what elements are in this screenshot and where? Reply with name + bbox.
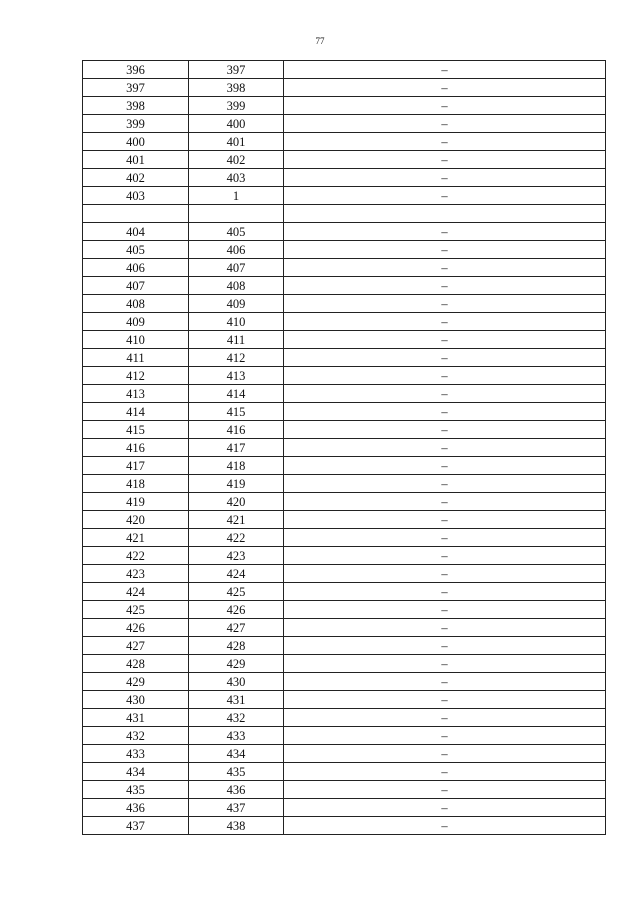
cell-value: –	[284, 547, 606, 565]
cell-to: 430	[189, 673, 284, 691]
cell-to: 401	[189, 133, 284, 151]
cell-from: 418	[83, 475, 189, 493]
cell-to: 431	[189, 691, 284, 709]
cell-to: 417	[189, 439, 284, 457]
cell-from: 415	[83, 421, 189, 439]
cell-from: 417	[83, 457, 189, 475]
cell-to: 415	[189, 403, 284, 421]
cell-value: –	[284, 583, 606, 601]
cell-to: 425	[189, 583, 284, 601]
cell-value: –	[284, 313, 606, 331]
table-row	[83, 367, 606, 385]
table-row	[83, 727, 606, 745]
cell-value: –	[284, 115, 606, 133]
table-row	[83, 241, 606, 259]
table-row	[83, 475, 606, 493]
cell-to: 407	[189, 259, 284, 277]
cell-value: –	[284, 745, 606, 763]
cell-value: –	[284, 511, 606, 529]
cell-value: –	[284, 241, 606, 259]
table-row	[83, 493, 606, 511]
cell-to: 432	[189, 709, 284, 727]
cell-value: –	[284, 439, 606, 457]
cell-from: 413	[83, 385, 189, 403]
cell-from: 398	[83, 97, 189, 115]
table-row	[83, 97, 606, 115]
table-row	[83, 439, 606, 457]
table-row	[83, 691, 606, 709]
cell-value: –	[284, 79, 606, 97]
cell-value: –	[284, 781, 606, 799]
cell-from: 435	[83, 781, 189, 799]
cell-from: 406	[83, 259, 189, 277]
cell-to: 400	[189, 115, 284, 133]
cell-from: 425	[83, 601, 189, 619]
cell-value: –	[284, 295, 606, 313]
data-table	[82, 60, 606, 835]
cell-from: 434	[83, 763, 189, 781]
table-row	[83, 205, 606, 223]
cell-to: 437	[189, 799, 284, 817]
cell-value: –	[284, 367, 606, 385]
cell-from: 400	[83, 133, 189, 151]
cell-to: 1	[189, 187, 284, 205]
cell-from: 402	[83, 169, 189, 187]
table-row	[83, 295, 606, 313]
cell-value: –	[284, 187, 606, 205]
cell-to: 412	[189, 349, 284, 367]
cell-from: 436	[83, 799, 189, 817]
cell-to: 438	[189, 817, 284, 835]
cell-from: 411	[83, 349, 189, 367]
cell-value: –	[284, 799, 606, 817]
cell-value: –	[284, 673, 606, 691]
table-row	[83, 169, 606, 187]
table-row	[83, 349, 606, 367]
cell-from: 426	[83, 619, 189, 637]
cell-value: –	[284, 61, 606, 79]
table-row	[83, 61, 606, 79]
cell-to: 435	[189, 763, 284, 781]
cell-value: –	[284, 403, 606, 421]
cell-to: 398	[189, 79, 284, 97]
cell-value: –	[284, 817, 606, 835]
cell-value: –	[284, 169, 606, 187]
cell-value: –	[284, 223, 606, 241]
table-row	[83, 511, 606, 529]
table-row	[83, 583, 606, 601]
cell-value: –	[284, 529, 606, 547]
table-row	[83, 223, 606, 241]
cell-value: –	[284, 475, 606, 493]
table-row	[83, 763, 606, 781]
table-row	[83, 799, 606, 817]
cell-to: 426	[189, 601, 284, 619]
table-row	[83, 403, 606, 421]
table-row	[83, 385, 606, 403]
cell-value: –	[284, 259, 606, 277]
cell-to: 420	[189, 493, 284, 511]
cell-value: –	[284, 277, 606, 295]
cell-from: 414	[83, 403, 189, 421]
table-row	[83, 79, 606, 97]
cell-to: 403	[189, 169, 284, 187]
cell-value: –	[284, 133, 606, 151]
cell-from: 396	[83, 61, 189, 79]
cell-from: 432	[83, 727, 189, 745]
cell-from: 433	[83, 745, 189, 763]
cell-from: 423	[83, 565, 189, 583]
cell-to: 418	[189, 457, 284, 475]
cell-value: –	[284, 637, 606, 655]
cell-from: 404	[83, 223, 189, 241]
cell-value: –	[284, 151, 606, 169]
cell-from: 416	[83, 439, 189, 457]
cell-value: –	[284, 331, 606, 349]
cell-value: –	[284, 763, 606, 781]
cell-to: 414	[189, 385, 284, 403]
cell-from: 397	[83, 79, 189, 97]
cell-value: –	[284, 385, 606, 403]
table-row	[83, 133, 606, 151]
cell-to: 413	[189, 367, 284, 385]
table-row	[83, 817, 606, 835]
table-row	[83, 547, 606, 565]
cell-from: 410	[83, 331, 189, 349]
cell-to: 406	[189, 241, 284, 259]
cell-from: 412	[83, 367, 189, 385]
cell-from: 422	[83, 547, 189, 565]
cell-from: 419	[83, 493, 189, 511]
table-row	[83, 781, 606, 799]
table-row	[83, 601, 606, 619]
table-row	[83, 331, 606, 349]
cell-to: 434	[189, 745, 284, 763]
cell-from: 407	[83, 277, 189, 295]
cell-from: 399	[83, 115, 189, 133]
table-row	[83, 655, 606, 673]
table-row	[83, 709, 606, 727]
table-row	[83, 421, 606, 439]
cell-to: 399	[189, 97, 284, 115]
cell-from: 424	[83, 583, 189, 601]
table-row	[83, 151, 606, 169]
cell-to: 411	[189, 331, 284, 349]
cell-to: 397	[189, 61, 284, 79]
cell-from: 430	[83, 691, 189, 709]
cell-value: –	[284, 457, 606, 475]
cell-from: 409	[83, 313, 189, 331]
cell-value: –	[284, 727, 606, 745]
cell-from: 431	[83, 709, 189, 727]
cell-to: 436	[189, 781, 284, 799]
table-row	[83, 259, 606, 277]
cell-from	[83, 205, 189, 223]
cell-value: –	[284, 421, 606, 439]
table-row	[83, 565, 606, 583]
table-row	[83, 187, 606, 205]
cell-value: –	[284, 655, 606, 673]
cell-to: 424	[189, 565, 284, 583]
cell-to: 429	[189, 655, 284, 673]
cell-from: 428	[83, 655, 189, 673]
cell-to: 433	[189, 727, 284, 745]
cell-to: 405	[189, 223, 284, 241]
cell-to: 421	[189, 511, 284, 529]
table-row	[83, 277, 606, 295]
cell-from: 420	[83, 511, 189, 529]
cell-from: 403	[83, 187, 189, 205]
cell-value: –	[284, 619, 606, 637]
cell-value: –	[284, 493, 606, 511]
cell-value: –	[284, 565, 606, 583]
cell-from: 408	[83, 295, 189, 313]
cell-to: 419	[189, 475, 284, 493]
cell-value	[284, 205, 606, 223]
cell-to: 427	[189, 619, 284, 637]
table-row	[83, 529, 606, 547]
table-row	[83, 745, 606, 763]
cell-value: –	[284, 97, 606, 115]
cell-from: 421	[83, 529, 189, 547]
cell-to: 423	[189, 547, 284, 565]
table-row	[83, 457, 606, 475]
cell-to: 416	[189, 421, 284, 439]
cell-value: –	[284, 691, 606, 709]
cell-to: 408	[189, 277, 284, 295]
cell-from: 427	[83, 637, 189, 655]
table-row	[83, 637, 606, 655]
cell-from: 437	[83, 817, 189, 835]
table-row	[83, 313, 606, 331]
page-number: 77	[315, 36, 325, 46]
cell-to: 422	[189, 529, 284, 547]
cell-to: 410	[189, 313, 284, 331]
table-row	[83, 115, 606, 133]
table-row	[83, 673, 606, 691]
cell-from: 401	[83, 151, 189, 169]
cell-to	[189, 205, 284, 223]
cell-from: 429	[83, 673, 189, 691]
cell-to: 409	[189, 295, 284, 313]
cell-to: 428	[189, 637, 284, 655]
table-body	[83, 61, 606, 835]
cell-value: –	[284, 709, 606, 727]
cell-from: 405	[83, 241, 189, 259]
cell-value: –	[284, 349, 606, 367]
cell-value: –	[284, 601, 606, 619]
table-row	[83, 619, 606, 637]
cell-to: 402	[189, 151, 284, 169]
